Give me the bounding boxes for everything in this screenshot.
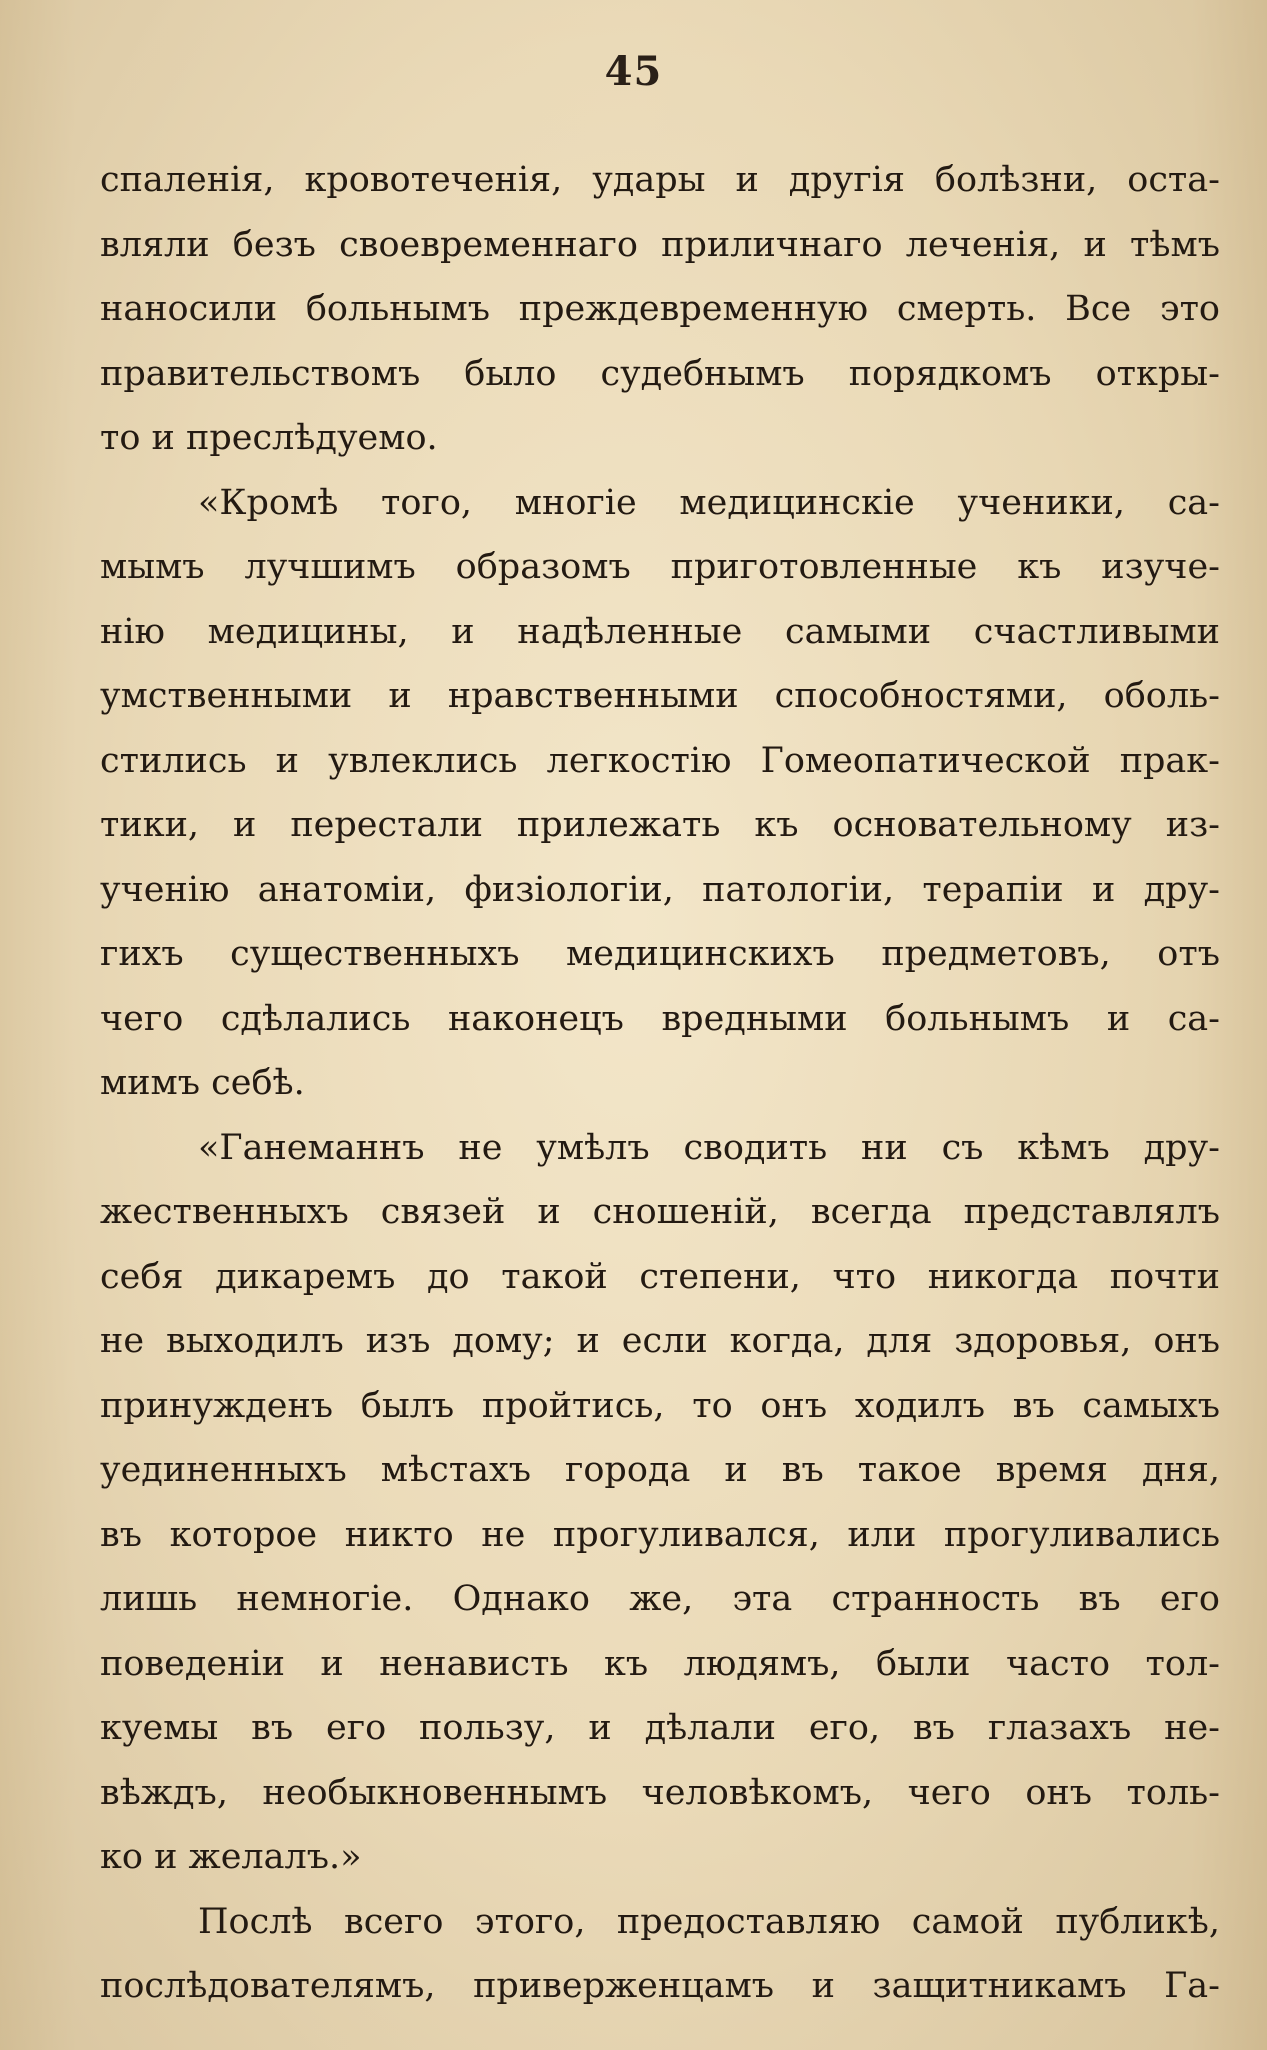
text-line: нію медицины, и надѣленные самыми счастливыми [100, 611, 1220, 652]
text-line: тики, и перестали прилежать къ основательному из- [100, 805, 1220, 845]
text-line: гихъ существенныхъ медицинскихъ предметовъ, отъ [100, 934, 1220, 974]
text-line: умственными и нравственными способностями, оболь- [100, 676, 1220, 716]
text-line: мимъ себѣ. [100, 1063, 305, 1103]
text-line: Послѣ всего этого, предоставляю самой публикѣ, [198, 1901, 1220, 1942]
text-line: «Кромѣ того, многіе медицинскіе ученики, са- [198, 482, 1220, 523]
text-line: въ которое никто не прогуливался, или прогуливались [100, 1514, 1220, 1555]
text-line: чего сдѣлались наконецъ вредными больнымъ и са- [100, 998, 1220, 1039]
text-line: жественныхъ связей и сношеній, всегда представлялъ [100, 1192, 1220, 1232]
text-line: спаленія, кровотеченія, удары и другія болѣзни, оста- [100, 160, 1220, 200]
text-line: правительствомъ было судебнымъ порядкомъ откры- [100, 353, 1220, 394]
text-line: «Ганеманнъ не умѣлъ сводить ни съ кѣмъ дру- [198, 1127, 1220, 1168]
text-line: не выходилъ изъ дому; и если когда, для здоровья, онъ [100, 1321, 1220, 1361]
text-line: вѣждъ, необыкновеннымъ человѣкомъ, чего онъ толь- [100, 1772, 1220, 1813]
text-line: наносили больнымъ преждевременную смерть. Все это [100, 289, 1220, 329]
text-line: себя дикаремъ до такой степени, что никогда почти [100, 1256, 1220, 1297]
text-line: ученію анатоміи, физіологіи, патологіи, терапіи и дру- [100, 869, 1220, 910]
text-line: принужденъ былъ пройтись, то онъ ходилъ въ самыхъ [100, 1385, 1220, 1426]
text-line: куемы въ его пользу, и дѣлали его, въ глазахъ не- [100, 1708, 1220, 1748]
page-number: 45 [604, 48, 663, 95]
text-line: вляли безъ своевременнаго приличнаго леченія, и тѣмъ [100, 224, 1220, 265]
text-line: ко и желалъ.» [100, 1837, 362, 1877]
text-line: послѣдователямъ, приверженцамъ и защитникамъ Га- [100, 1966, 1220, 2006]
text-line: то и преслѣдуемо. [100, 418, 438, 458]
text-line: стились и увлеклись легкостію Гомеопатической прак- [100, 740, 1220, 781]
text-line: уединенныхъ мѣстахъ города и въ такое время дня, [100, 1450, 1220, 1490]
text-line: поведеніи и ненависть къ людямъ, были часто тол- [100, 1643, 1220, 1684]
text-line: мымъ лучшимъ образомъ приготовленные къ изуче- [100, 547, 1220, 587]
body-text [100, 148, 1220, 2019]
text-line: лишь немногіе. Однако же, эта странность въ его [100, 1579, 1220, 1619]
